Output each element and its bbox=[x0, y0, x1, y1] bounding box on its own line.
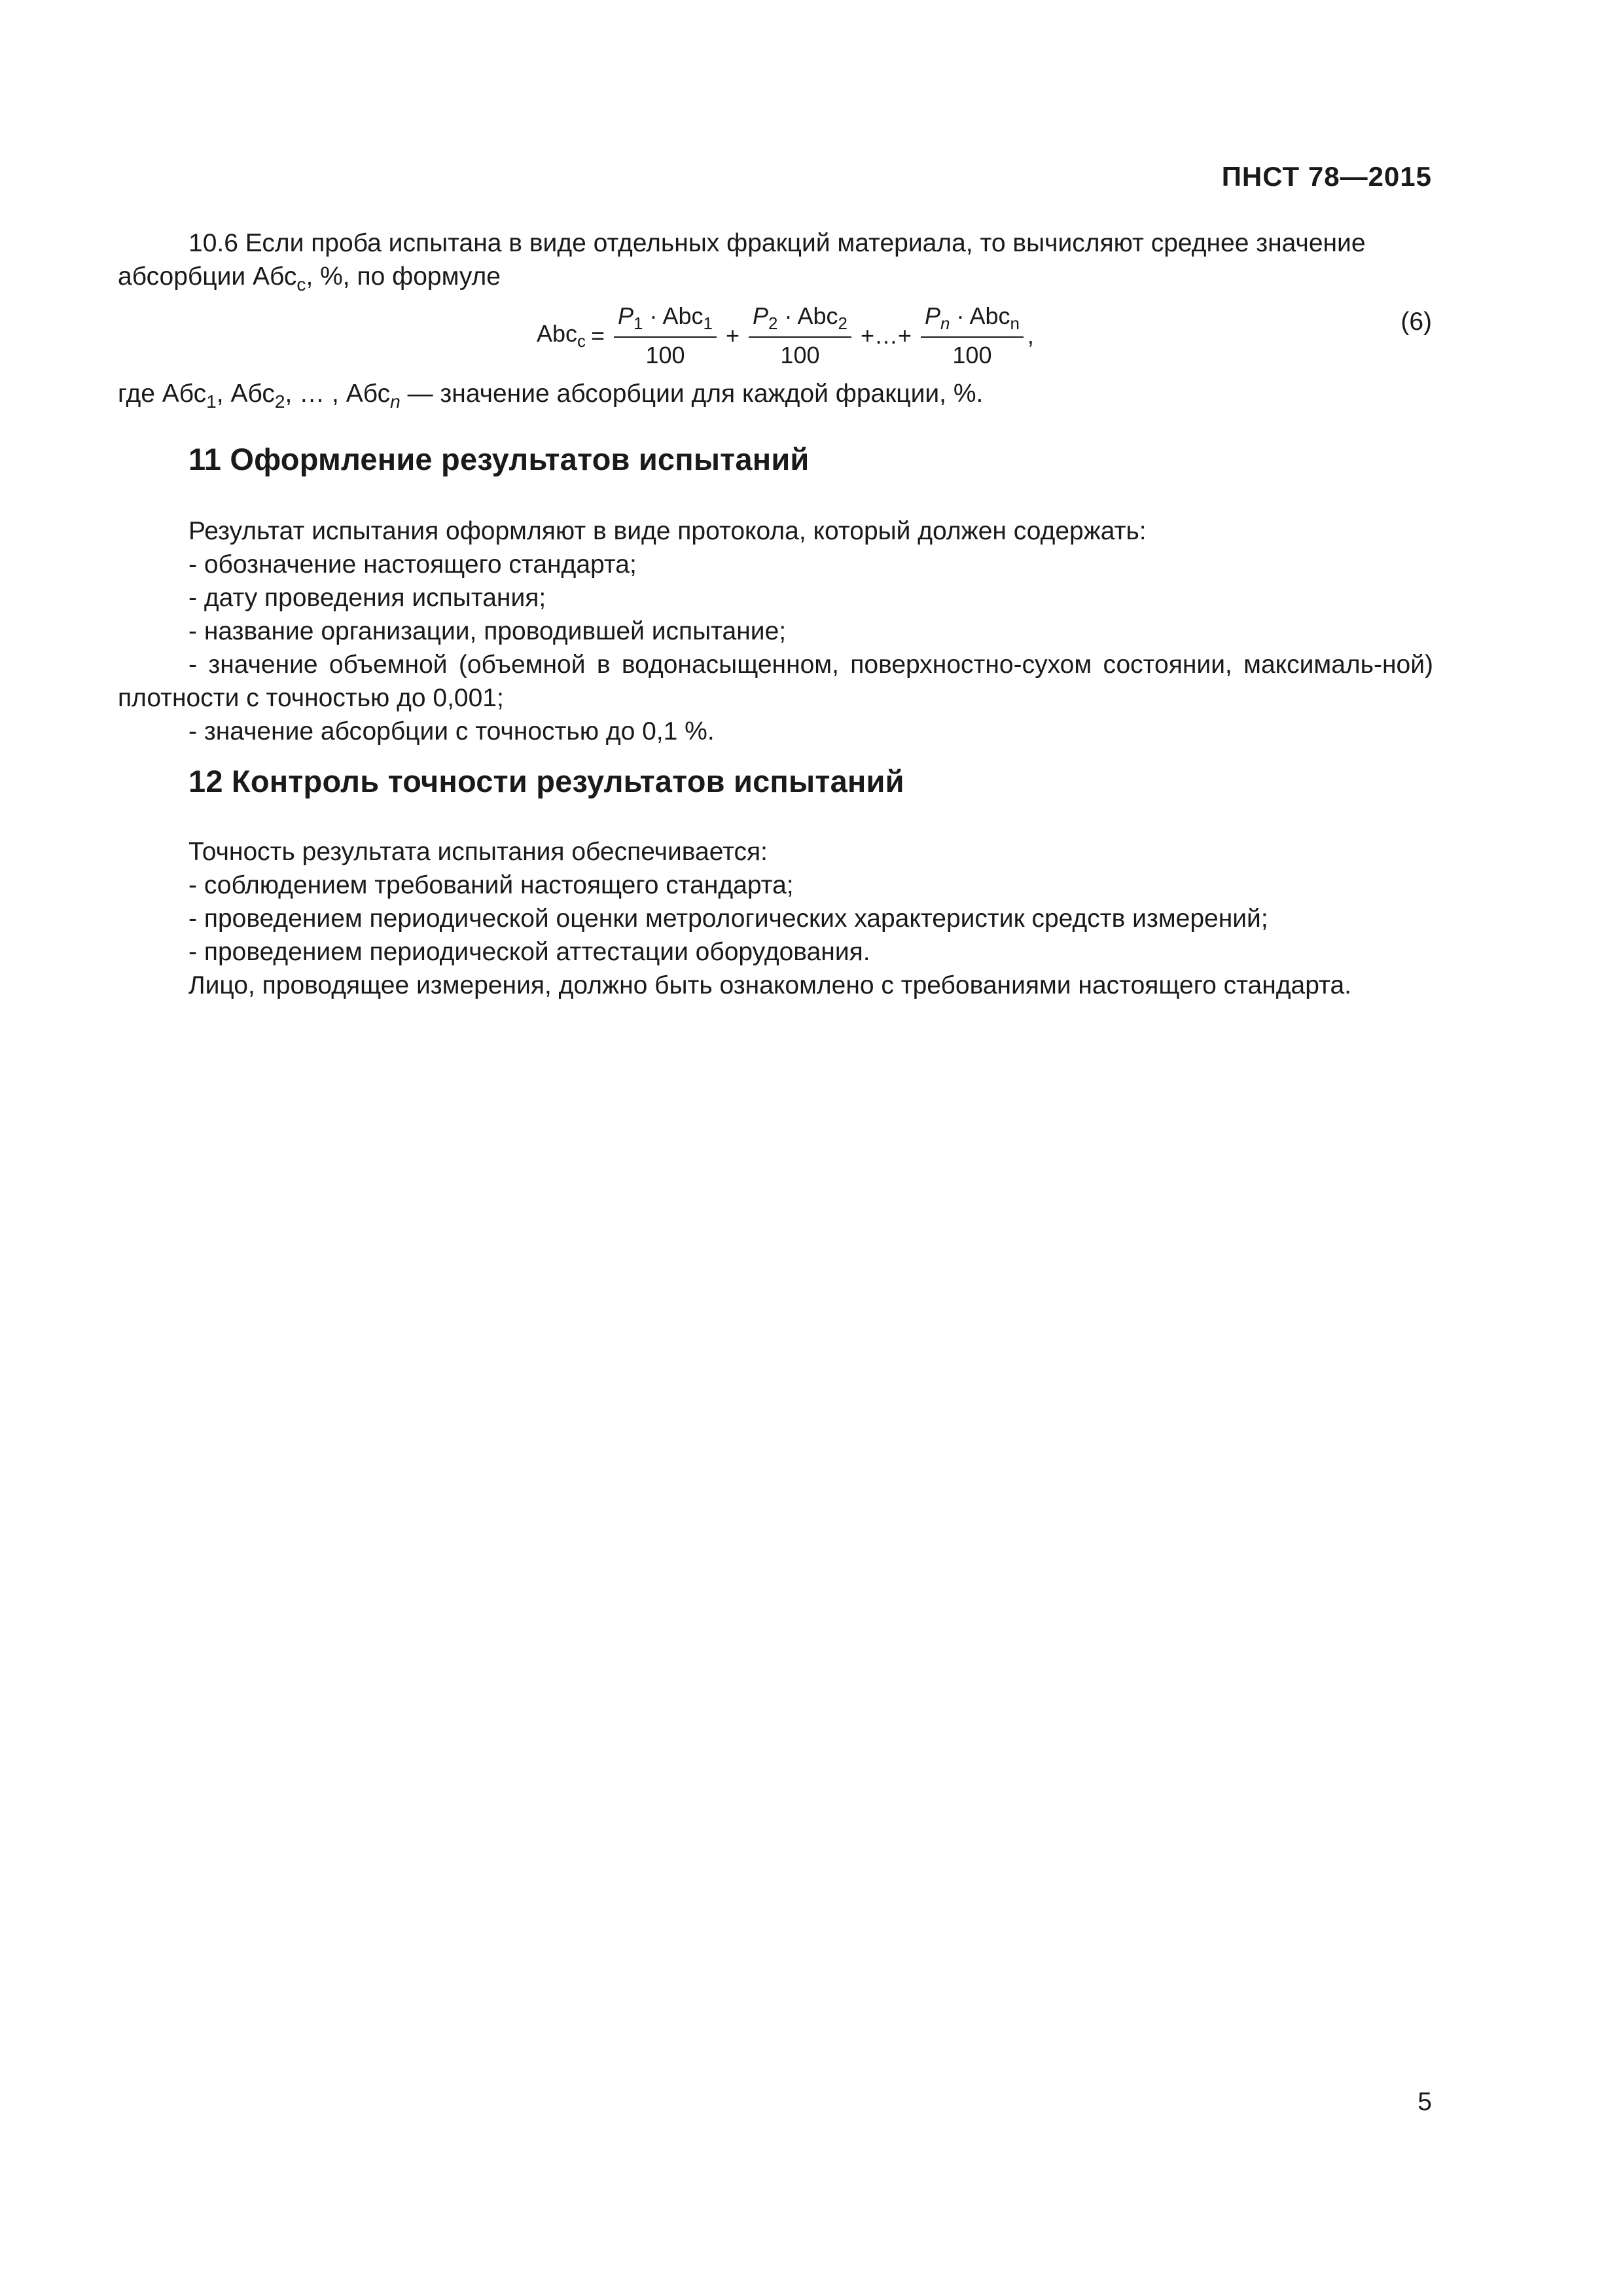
subscript: с bbox=[296, 274, 306, 295]
formula-symbol: Abc bbox=[537, 319, 578, 347]
fraction-term-2 bbox=[749, 302, 851, 369]
document-designation: ПНСТ 78—2015 bbox=[1221, 161, 1432, 192]
clause-10-6-line2 bbox=[118, 260, 1433, 301]
list-item: - обозначение настоящего стандарта; bbox=[188, 550, 637, 579]
formula-symbol: Abc bbox=[969, 302, 1010, 329]
ellipsis-plus: +…+ bbox=[860, 322, 912, 349]
clause-text: абсорбции Абс bbox=[118, 262, 297, 291]
numerator bbox=[614, 302, 717, 338]
section-12-closing: Лицо, проводящее измерения, должно быть ознакомлено с требованиями настоящего стандарта. bbox=[188, 971, 1351, 999]
formula-lhs bbox=[537, 320, 586, 351]
formula-comma: , bbox=[1027, 322, 1034, 349]
section-12-heading: 12 Контроль точности результатов испытаний bbox=[188, 764, 904, 798]
subscript: n bbox=[1010, 315, 1020, 334]
subscript: c bbox=[577, 332, 586, 351]
multiply-dot: · bbox=[956, 302, 965, 329]
fraction-term-n bbox=[921, 302, 1024, 369]
denominator: 100 bbox=[780, 342, 820, 369]
subscript: 1 bbox=[703, 315, 713, 334]
formula-symbol: P bbox=[924, 302, 940, 329]
clause-10-6 bbox=[118, 226, 1433, 301]
formula-symbol: P bbox=[618, 302, 634, 329]
list-item: - проведением периодической аттестации оборудования. bbox=[188, 938, 870, 966]
plus-sign: + bbox=[725, 322, 740, 349]
where-fragment: , Абс bbox=[216, 380, 275, 408]
numerator bbox=[921, 302, 1024, 338]
denominator: 100 bbox=[645, 342, 685, 369]
where-fragment: — значение абсорбции для каждой фракции, %. bbox=[400, 380, 984, 408]
denominator: 100 bbox=[952, 342, 992, 369]
where-line bbox=[118, 377, 1433, 418]
clause-text: , %, по формуле bbox=[306, 262, 501, 291]
formula-6 bbox=[537, 300, 1034, 372]
list-item: - значение абсорбции с точностью до 0,1 %. bbox=[188, 717, 715, 745]
where-fragment: , … , Абс bbox=[285, 380, 391, 408]
subscript: n bbox=[390, 391, 401, 412]
list-item: - дату проведения испытания; bbox=[188, 584, 546, 612]
section-11-intro: Результат испытания оформляют в виде протокола, который должен содержать: bbox=[188, 517, 1147, 545]
list-item: - значение объемной (объемной в водонасыщенном, поверхностно-сухом состоянии, максималь-ной) плотности с точностью до 0,001; bbox=[118, 651, 1433, 712]
list-item: - проведением периодической оценки метрологических характеристик средств измерений; bbox=[188, 905, 1268, 933]
page-number: 5 bbox=[1418, 2088, 1432, 2116]
multiply-dot: · bbox=[784, 302, 793, 329]
equation-number: (6) bbox=[1400, 308, 1432, 336]
list-item: - соблюдением требований настоящего стандарта; bbox=[188, 871, 794, 899]
subscript: 1 bbox=[633, 315, 643, 334]
subscript: 1 bbox=[206, 391, 217, 412]
section-11-body bbox=[118, 514, 1433, 748]
formula-symbol: Abc bbox=[662, 302, 704, 329]
multiply-dot: · bbox=[649, 302, 658, 329]
equals-sign: = bbox=[591, 322, 605, 349]
subscript: 2 bbox=[274, 391, 285, 412]
subscript: 2 bbox=[768, 315, 778, 334]
list-item: - название организации, проводившей испытание; bbox=[188, 617, 787, 645]
section-12-intro: Точность результата испытания обеспечивается: bbox=[188, 838, 768, 866]
section-11-heading: 11 Оформление результатов испытаний bbox=[188, 442, 810, 476]
formula-symbol: Abc bbox=[797, 302, 838, 329]
section-12-body bbox=[118, 835, 1433, 1002]
clause-10-6-line1: 10.6 Если проба испытана в виде отдельных фракций материала, то вычисляют среднее значение bbox=[188, 229, 1366, 257]
fraction-term-1 bbox=[614, 302, 717, 369]
where-fragment: где Абс bbox=[118, 380, 207, 408]
numerator bbox=[749, 302, 851, 338]
subscript: 2 bbox=[838, 315, 847, 334]
where-text bbox=[118, 377, 1433, 418]
subscript: n bbox=[940, 315, 950, 334]
formula-symbol: P bbox=[753, 302, 769, 329]
